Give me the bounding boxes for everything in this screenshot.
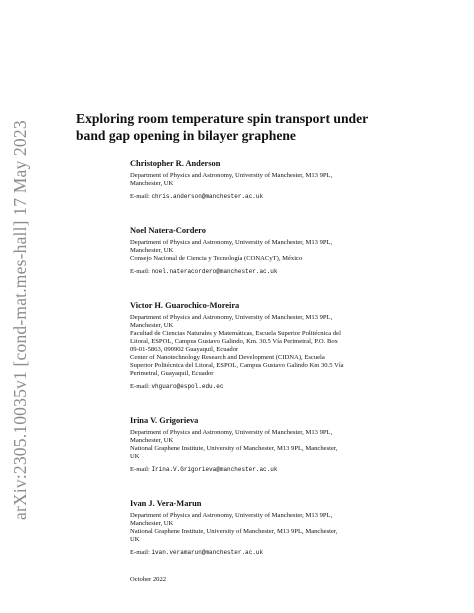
author-affiliation-line: UK xyxy=(130,453,140,460)
author-email xyxy=(130,268,370,276)
author-block xyxy=(130,159,370,201)
author-affiliation-line: National Graphene Institute, University of Manchester, M13 9PL, Manchester, xyxy=(130,445,338,452)
email-label: E-mail: xyxy=(130,383,150,390)
author-block xyxy=(130,226,370,276)
email-address[interactable]: Irina.V.Grigorieva@manchester.ac.uk xyxy=(151,466,278,473)
paper-front-matter xyxy=(75,111,375,584)
author-block xyxy=(130,499,370,557)
author-affiliation-line: Litoral, ESPOL, Campus Gustavo Galindo, Km. 30.5 Vía Perimetral, P.O. Box xyxy=(130,338,338,345)
author-affiliation-line: Manchester, UK xyxy=(130,322,174,329)
author-affiliation-line: Facultad de Ciencias Naturales y Matemáticas, Escuela Superior Politécnica del xyxy=(130,330,341,337)
email-label: E-mail: xyxy=(130,268,150,275)
author-name: Irina V. Grigorieva xyxy=(130,416,199,425)
author-name: Victor H. Guarochico-Moreira xyxy=(130,301,240,310)
author-affiliation-line: UK xyxy=(130,536,140,543)
author-email xyxy=(130,466,370,474)
email-address[interactable]: ivan.veramarun@manchester.ac.uk xyxy=(151,549,264,556)
author-affiliation-line: Department of Physics and Astronomy, University of Manchester, M13 9PL, xyxy=(130,512,333,519)
author-affiliation-line: 09-01-5863, 090902 Guayaquil, Ecuador xyxy=(130,346,239,353)
email-label: E-mail: xyxy=(130,193,150,200)
author-name: Christopher R. Anderson xyxy=(130,159,221,168)
author-affiliation-line: Center of Nanotechnology Research and Development (CIDNA), Escuela xyxy=(130,354,325,361)
author-name: Noel Natera-Cordero xyxy=(130,226,206,235)
paper-title xyxy=(76,111,375,144)
author-block xyxy=(130,416,370,474)
arxiv-identifier-stamp: arXiv:2305.10035v1 [cond-mat.mes-hall] 17 May 2023 xyxy=(10,120,30,520)
author-affiliation-line: National Graphene Institute, University of Manchester, M13 9PL, Manchester, xyxy=(130,528,338,535)
author-name: Ivan J. Vera-Marun xyxy=(130,499,202,508)
author-affiliation-line: Department of Physics and Astronomy, University of Manchester, M13 9PL, xyxy=(130,172,333,179)
author-affiliation-line: Superior Politécnica del Litoral, ESPOL, Campus Gustavo Galindo Km 30.5 Vía xyxy=(130,362,344,369)
author-email xyxy=(130,193,370,201)
email-label: E-mail: xyxy=(130,549,150,556)
author-affiliation-line: Manchester, UK xyxy=(130,520,174,527)
paper-title-line-1: Exploring room temperature spin transport under xyxy=(76,111,369,126)
author-email xyxy=(130,383,370,391)
author-affiliation-line: Department of Physics and Astronomy, University of Manchester, M13 9PL, xyxy=(130,429,333,436)
paper-title-line-2: band gap opening in bilayer graphene xyxy=(76,127,296,143)
author-affiliation-line: Perimetral, Guayaquil, Ecuador xyxy=(130,370,214,377)
email-address[interactable]: vhguaro@espol.edu.ec xyxy=(151,383,224,390)
author-block xyxy=(130,301,370,391)
email-label: E-mail: xyxy=(130,466,150,473)
email-address[interactable]: noel.nateracordero@manchester.ac.uk xyxy=(151,268,278,275)
author-affiliation-line: Consejo Nacional de Ciencia y Tecnología (CONACyT), México xyxy=(130,255,303,262)
author-affiliation-line: Department of Physics and Astronomy, University of Manchester, M13 9PL, xyxy=(130,239,333,246)
author-list xyxy=(75,159,375,557)
author-affiliation-line: Manchester, UK xyxy=(130,180,174,187)
author-affiliation-line: Department of Physics and Astronomy, University of Manchester, M13 9PL, xyxy=(130,314,333,321)
author-affiliation-line: Manchester, UK xyxy=(130,247,174,254)
author-affiliation-line: Manchester, UK xyxy=(130,437,174,444)
author-email xyxy=(130,549,370,557)
submission-date: October 2022 xyxy=(130,576,167,583)
email-address[interactable]: chris.anderson@manchester.ac.uk xyxy=(151,193,264,200)
